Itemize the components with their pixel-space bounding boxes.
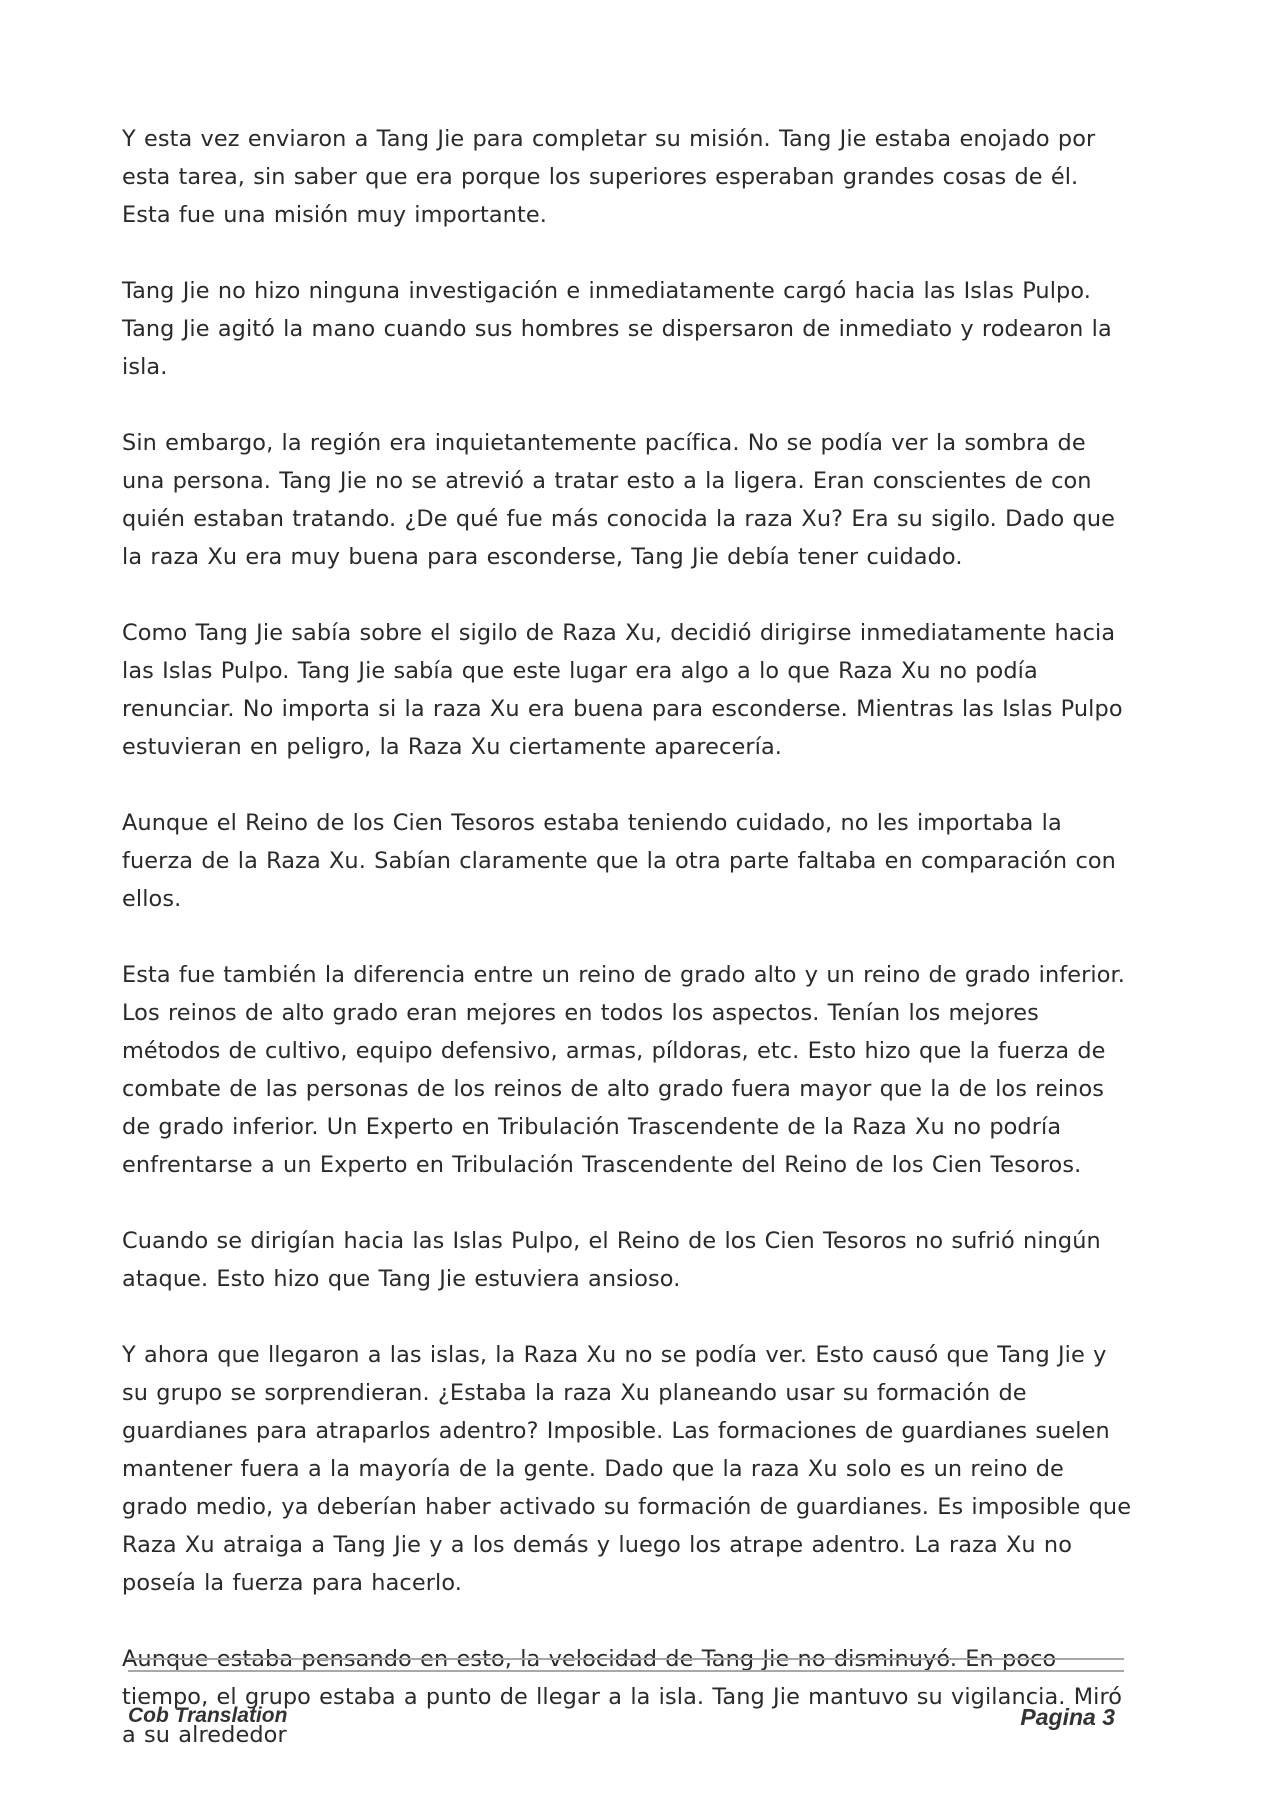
paragraph: Cuando se dirigían hacia las Islas Pulpo, el Reino de los Cien Tesoros no sufrió ningún ataque. Esto hizo que Tang Jie estuviera ansioso. xyxy=(122,1228,1101,1292)
page-body xyxy=(122,120,1132,1792)
paragraph: Tang Jie no hizo ninguna investigación e inmediatamente cargó hacia las Islas Pulpo. Tang Jie agitó la mano cuando sus hombres se dispersaron de inmediato y rodearon la isla. xyxy=(122,278,1112,380)
paragraph: Aunque estaba pensando en esto, la velocidad de Tang Jie no disminuyó. En poco tiempo, el grupo estaba a punto de llegar a la isla. Tang Jie mantuvo su vigilancia. Miró a su alrededor xyxy=(122,1646,1123,1748)
paragraph: Como Tang Jie sabía sobre el sigilo de Raza Xu, decidió dirigirse inmediatamente hacia las Islas Pulpo. Tang Jie sabía que este lugar era algo a lo que Raza Xu no podía renunciar. No importa si la raza Xu era buena para esconderse. Mientras las Islas Pulpo estuvieran en peligro, la Raza Xu ciertamente aparecería. xyxy=(122,620,1123,760)
paragraph: Esta fue también la diferencia entre un reino de grado alto y un reino de grado inferior. Los reinos de alto grado eran mejores en todos los aspectos. Tenían los mejores métodos de cultivo, equipo defensivo, armas, píldoras, etc. Esto hizo que la fuerza de combate de las personas de los reinos de alto grado fuera mayor que la de los reinos de grado inferior. Un Experto en Tribulación Trascendente de la Raza Xu no podría enfrentarse a un Experto en Tribulación Trascendente del Reino de los Cien Tesoros. xyxy=(122,962,1126,1178)
paragraph: Aunque el Reino de los Cien Tesoros estaba teniendo cuidado, no les importaba la fuerza de la Raza Xu. Sabían claramente que la otra parte faltaba en comparación con ellos. xyxy=(122,810,1116,912)
paragraph: Sin embargo, la región era inquietantemente pacífica. No se podía ver la sombra de una persona. Tang Jie no se atrevió a tratar esto a la ligera. Eran conscientes de con quién estaban tratando. ¿De qué fue más conocida la raza Xu? Era su sigilo. Dado que la raza Xu era muy buena para esconderse, Tang Jie debía tener cuidado. xyxy=(122,430,1116,570)
footer-translator-credit: Cob Translation xyxy=(128,1704,288,1727)
paragraph: Y esta vez enviaron a Tang Jie para completar su misión. Tang Jie estaba enojado por esta tarea, sin saber que era porque los superiores esperaban grandes cosas de él. Esta fue una misión muy importante. xyxy=(122,126,1096,228)
footer-divider-bottom xyxy=(128,1670,1124,1672)
footer-divider-top xyxy=(128,1658,1124,1660)
paragraph: Y ahora que llegaron a las islas, la Raza Xu no se podía ver. Esto causó que Tang Jie y su grupo se sorprendieran. ¿Estaba la raza Xu planeando usar su formación de guardianes para atraparlos adentro? Imposible. Las formaciones de guardianes suelen mantener fuera a la mayoría de la gente. Dado que la raza Xu solo es un reino de grado medio, ya deberían haber activado su formación de guardianes. Es imposible que Raza Xu atraiga a Tang Jie y a los demás y luego los atrape adentro. La raza Xu no poseía la fuerza para hacerlo. xyxy=(122,1342,1132,1596)
footer-page-number: Pagina 3 xyxy=(1020,1704,1115,1730)
